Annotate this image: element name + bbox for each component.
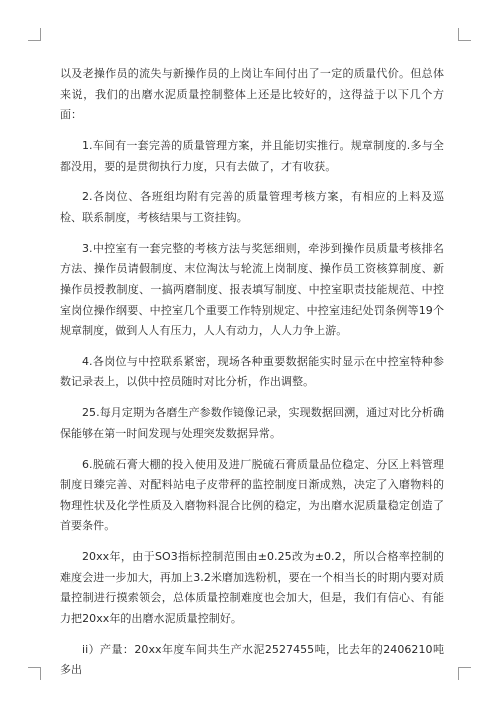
paragraph-item-6: 6.脱硫石膏大棚的投入使用及进厂脱硫石膏质量品位稳定、分区上料管理制度日臻完善、对配料站电子皮带秤的监控制度日渐成熟，决定了入磨物料的物理性状及化学性质及入磨物料混合比例的稳定，为出磨水泥质量稳定创造了首要条件。 — [60, 457, 444, 533]
crop-mark-bottom-right — [458, 667, 471, 680]
crop-mark-bottom-left — [28, 667, 41, 680]
document-body — [60, 64, 444, 691]
crop-mark-top-right — [458, 28, 471, 41]
paragraph-item-1: 1.车间有一套完善的质量管理方案，并且能切实推行。规章制度的.多与全都没用，要的是贯彻执行力度，只有去做了，才有收获。 — [60, 138, 444, 173]
paragraph-outlook: 20xx年，由于SO3指标控制范围由±0.25改为±0.2，所以合格率控制的难度会进一步加大，再加上3.2米磨加选粉机，要在一个相当长的时期内要对质量控制进行摸索领会，总体质量控制难度也会加大，但是，我们有信心、有能力把20xx年的出磨水泥质量控制好。 — [60, 550, 444, 625]
paragraph-production: ii）产量：20xx年度车间共生产水泥2527455吨，比去年的2406210吨多出 — [60, 642, 444, 677]
paragraph-item-2: 2.各岗位、各班组均附有完善的质量管理考核方案，有相应的上料及巡检、联系制度，考核结果与工资挂钩。 — [60, 190, 444, 224]
paragraph-item-3: 3.中控室有一套完整的考核方法与奖惩细则，牵涉到操作员质量考核排名方法、操作员请假制度、末位淘汰与轮流上岗制度、操作员工资核算制度、新操作员授教制度、一搞两磨制度、报表填写制度、中控室职责技能规范、中控室岗位操作纲要、中控室几个重要工作特别规定、中控室违纪处罚条例等19个规章制度，做到人人有压力，人人有动力，人人力争上游。 — [60, 241, 444, 338]
paragraph-item-4: 4.各岗位与中控联系紧密，现场各种重要数据能实时显示在中控室特种参数记录表上，以供中控员随时对比分析，作出调整。 — [60, 354, 444, 389]
crop-mark-top-left — [28, 28, 41, 41]
paragraph-item-5: 25.每月定期为各磨生产参数作镜像记录，实现数据回溯，通过对比分析确保能够在第一时间发现与处理突发数据异常。 — [60, 406, 444, 440]
paragraph-continued: 以及老操作员的流失与新操作员的上岗让车间付出了一定的质量代价。但总体来说，我们的出磨水泥质量控制整体上还是比较好的，这得益于以下几个方面： — [60, 67, 444, 122]
